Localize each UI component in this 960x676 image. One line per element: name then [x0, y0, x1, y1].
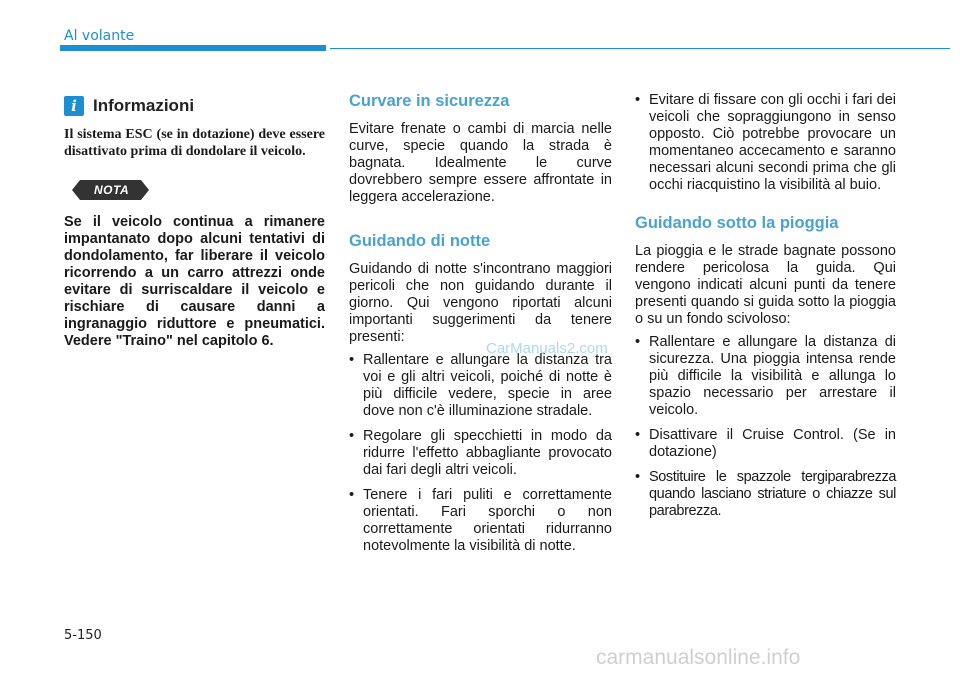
info-heading: [64, 96, 325, 116]
watermark-overlay: CarManuals2.com: [486, 340, 608, 357]
paragraph-notte: Guidando di notte s'incontrano maggiori pericoli che non guidando durante il giorno. Qui vengono riportati alcuni importanti suggerimenti da tenere presenti:: [349, 261, 612, 345]
page-number: 5-150: [64, 628, 102, 643]
header-rule-thin: [330, 48, 950, 49]
nota-badge: NOTA: [80, 180, 141, 200]
info-icon: i: [64, 96, 84, 116]
column-middle: [349, 92, 612, 563]
nota-text: Se il veicolo continua a rimanere impantanato dopo alcuni tentativi di dondolamento, far liberare il veicolo ricorrendo a un carro attrezzi onde evitare di surriscaldare il veicolo e rischiare di causare danni a ingranaggio riduttore e pneumatici. Vedere "Traino" nel capitolo 6.: [64, 214, 325, 349]
list-notte-continued: [635, 92, 896, 194]
list-item: • Tenere i fari puliti e correttamente orientati. Fari sporchi o non correttamente orientati ridurranno notevolmente la visibilità di notte.: [349, 487, 612, 555]
paragraph-curvare: Evitare frenate o cambi di marcia nelle curve, specie quando la strada è bagnata. Idealmente le curve dovrebbero sempre essere affrontate in leggera accelerazione.: [349, 121, 612, 205]
list-item: • Regolare gli specchietti in modo da ridurre l'effetto abbagliante provocato dai fari degli altri veicoli.: [349, 428, 612, 479]
heading-pioggia: Guidando sotto la pioggia: [635, 214, 839, 232]
list-item: • Evitare di fissare con gli occhi i fari dei veicoli che sopraggiungono in senso opposto. Ciò potrebbe provocare un momentaneo accecamento e saranno necessari alcuni secondi prima che gli occhi riacquistino la visibilità al buio.: [635, 92, 896, 194]
list-pioggia: [635, 334, 896, 520]
list-item: • Disattivare il Cruise Control. (Se in dotazione): [635, 427, 896, 461]
column-right: [635, 92, 896, 528]
section-header-title: Al volante: [64, 28, 135, 44]
info-text: Il sistema ESC (se in dotazione) deve essere disattivato prima di dondolare il veicolo.: [64, 127, 325, 159]
nota-badge-wrap: [80, 180, 325, 200]
paragraph-pioggia: La pioggia e le strade bagnate possono rendere pericolosa la guida. Qui vengono indicati alcuni punti da tenere presenti quando si guida sotto la pioggia o su un fondo scivoloso:: [635, 243, 896, 327]
header-rule-thick: [60, 45, 326, 51]
info-title: Informazioni: [93, 96, 195, 115]
list-item: • Rallentare e allungare la distanza di sicurezza. Una pioggia intensa rende più difficile la visibilità e allunga lo spazio necessario per arrestare il veicolo.: [635, 334, 896, 419]
list-item: • Rallentare e allungare la distanza tra voi e gli altri veicoli, poiché di notte è più difficile vedere, specie in aree dove non c'è illuminazione stradale.: [349, 352, 612, 420]
list-item: • Sostituire le spazzole tergiparabrezza quando lasciano striature o chiazze sul parabrezza.: [635, 469, 896, 520]
heading-curvare: Curvare in sicurezza: [349, 92, 510, 110]
heading-notte: Guidando di notte: [349, 232, 491, 250]
list-notte: [349, 352, 612, 555]
watermark-footer: carmanualsonline.info: [596, 646, 801, 669]
column-left: [64, 92, 325, 350]
